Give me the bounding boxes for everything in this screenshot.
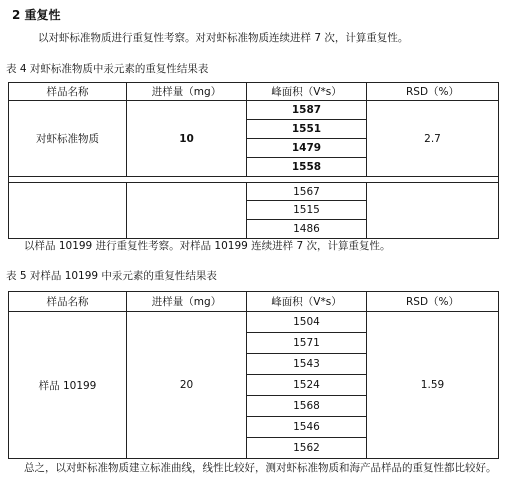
table4-area-4: 1558 — [247, 158, 367, 177]
table4-caption: 表 4 对虾标准物质中汞元素的重复性结果表 — [6, 63, 209, 75]
table4-area-7: 1486 — [247, 220, 367, 239]
table5-area-6: 1546 — [247, 417, 367, 438]
table5-caption: 表 5 对样品 10199 中汞元素的重复性结果表 — [6, 270, 217, 282]
paragraph-sample-repeatability: 以样品 10199 进行重复性考察。对样品 10199 连续进样 7 次，计算重复性。 — [24, 240, 391, 252]
table-row — [9, 312, 499, 333]
table4-area-5: 1567 — [247, 183, 367, 201]
table4-area-2: 1551 — [247, 120, 367, 139]
table5-area-3: 1543 — [247, 354, 367, 375]
section-heading: 2 重复性 — [12, 8, 61, 22]
table5-header-amount: 进样量（mg） — [127, 292, 247, 312]
table4-area-1: 1587 — [247, 101, 367, 120]
table5-area-2: 1571 — [247, 333, 367, 354]
table5-header-row — [9, 292, 499, 312]
table5-sample-name: 样品 10199 — [9, 312, 127, 459]
table4-area-6: 1515 — [247, 201, 367, 220]
table5-area-5: 1568 — [247, 396, 367, 417]
table4-empty-rsd — [367, 183, 499, 239]
conclusion-paragraph: 总之，以对虾标准物质建立标准曲线，线性比较好，测对虾标准物质和海产品样品的重复性都比较好。 — [24, 462, 497, 474]
table4-header-area: 峰面积（V*s） — [247, 83, 367, 101]
table-row — [9, 183, 499, 201]
table4-area-3: 1479 — [247, 139, 367, 158]
table5-header-sample: 样品名称 — [9, 292, 127, 312]
table4 — [8, 82, 499, 239]
table4-sample-name: 对虾标准物质 — [9, 101, 127, 177]
table5-rsd: 1.59 — [367, 312, 499, 459]
table4-empty-sample — [9, 183, 127, 239]
table4-rsd: 2.7 — [367, 101, 499, 177]
paragraph-shrimp-repeatability: 以对虾标准物质进行重复性考察。对对虾标准物质连续进样 7 次，计算重复性。 — [38, 32, 409, 44]
table4-header-amount: 进样量（mg） — [127, 83, 247, 101]
table4-amount: 10 — [127, 101, 247, 177]
table5-header-rsd: RSD（%） — [367, 292, 499, 312]
table5-area-7: 1562 — [247, 438, 367, 459]
table-row — [9, 101, 499, 120]
table5-header-area: 峰面积（V*s） — [247, 292, 367, 312]
table4-empty-amount — [127, 183, 247, 239]
table4-header-sample: 样品名称 — [9, 83, 127, 101]
table5-area-4: 1524 — [247, 375, 367, 396]
table5-amount: 20 — [127, 312, 247, 459]
table5 — [8, 291, 499, 459]
table4-header-rsd: RSD（%） — [367, 83, 499, 101]
table4-header-row — [9, 83, 499, 101]
table5-area-1: 1504 — [247, 312, 367, 333]
